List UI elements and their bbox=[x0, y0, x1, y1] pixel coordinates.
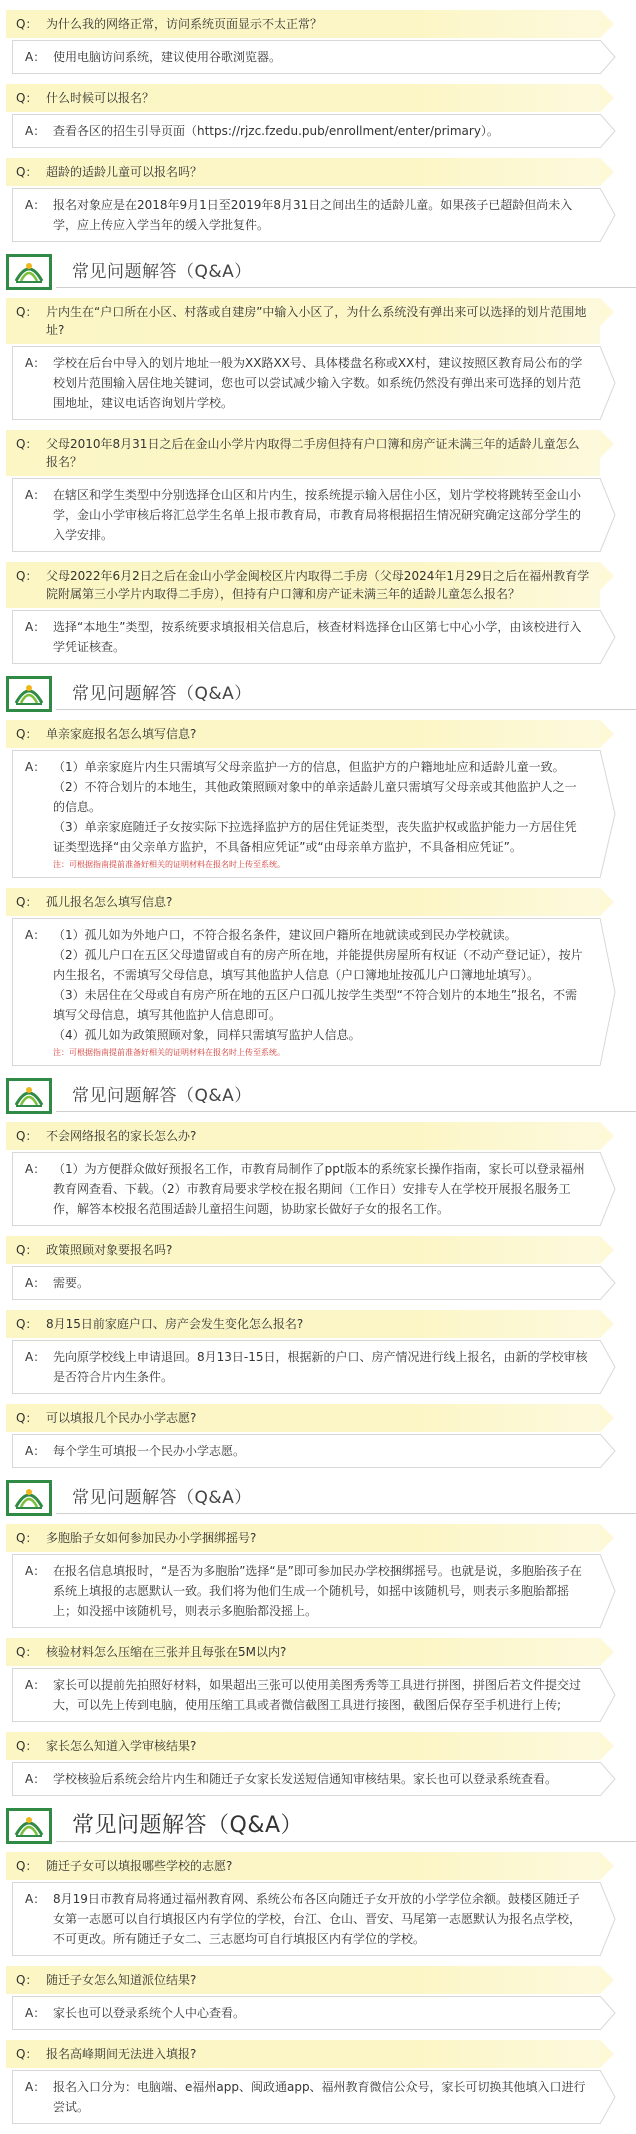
answer-tag: A： bbox=[25, 124, 46, 138]
question-text: 报名高峰期间无法进入填报? bbox=[46, 2047, 197, 2061]
question-banner bbox=[6, 1310, 600, 1338]
answer-tag: A： bbox=[25, 1678, 46, 1692]
question-text: 政策照顾对象要报名吗? bbox=[46, 1243, 173, 1257]
answer-text: 查看各区的招生引导页面（https://rjzc.fzedu.pub/enrollment/enter/primary）。 bbox=[53, 124, 499, 138]
answer-box bbox=[12, 114, 600, 148]
answer-text: 家长可以提前先拍照好材料，如果超出三张可以使用美图秀秀等工具进行拼图，拼图后若文件提交过大，可以先上传到电脑，使用压缩工具或者微信截图工具进行接图，截图后保存至手机进行上传; bbox=[53, 1678, 582, 1712]
answer-text: （4）孤儿如为政策照顾对象，同样只需填写监护人信息。 bbox=[53, 1028, 361, 1042]
question-text: 8月15日前家庭户口、房产会发生变化怎么报名? bbox=[46, 1317, 304, 1331]
faq-section bbox=[0, 1806, 636, 2124]
faq-section bbox=[0, 1076, 636, 1468]
question-tag: Q： bbox=[16, 91, 38, 105]
answer-arrow bbox=[600, 1882, 616, 1956]
answer-text: （3）单亲家庭随迁子女按实际下拉选择监护方的居住凭证类型，丧失监护权或监护能力一方居住凭证类型选择“由父亲单方监护，不具备相应凭证”或“由母亲单方监护，不具备相应凭证”。 bbox=[53, 820, 577, 854]
answer-text: （3）未居住在父母或自有房产所在地的五区户口孤儿按学生类型“不符合划片的本地生”报名，不需填写父母信息，填写其他监护人信息即可。 bbox=[53, 988, 578, 1022]
answer-box bbox=[12, 1152, 600, 1226]
faq-section bbox=[0, 674, 636, 1066]
question-banner bbox=[6, 1638, 600, 1666]
school-logo-icon bbox=[6, 254, 52, 290]
question-tag: Q： bbox=[16, 437, 38, 451]
answer-arrow bbox=[600, 1554, 616, 1628]
answer-arrow bbox=[600, 114, 616, 148]
answer-box bbox=[12, 918, 600, 1066]
divider bbox=[56, 287, 636, 288]
question-banner bbox=[6, 430, 600, 476]
answer-tag: A： bbox=[25, 928, 46, 942]
answer-text: 先向原学校线上申请退回。8月13日-15日，根据新的户口、房产情况进行线上报名，由新的学校审核是否符合片内生条件。 bbox=[53, 1350, 588, 1384]
answer-note: 注：可根据指南提前准备好相关的证明材料在报名时上传至系统。 bbox=[53, 1048, 285, 1057]
question-banner bbox=[6, 1852, 600, 1880]
answer-tag: A： bbox=[25, 1350, 46, 1364]
answer-text: （1）为方便群众做好预报名工作，市教育局制作了ppt版本的系统家长操作指南，家长可以登录福州教育网查看、下载。（2）市教育局要求学校在报名期间（工作日）安排专人在学校开展报名服务工作，解答本校报名范围适龄儿童招生问题，协助家长做好子女的报名工作。 bbox=[53, 1162, 585, 1216]
question-tag: Q： bbox=[16, 1243, 38, 1257]
answer-tag: A： bbox=[25, 760, 46, 774]
question-tag: Q： bbox=[16, 165, 38, 179]
school-logo-icon bbox=[6, 676, 52, 712]
answer-arrow bbox=[600, 1996, 616, 2030]
question-text: 随迁子女可以填报哪些学校的志愿? bbox=[46, 1859, 233, 1873]
section-header bbox=[0, 1806, 636, 1846]
question-text: 超龄的适龄儿童可以报名吗？ bbox=[46, 165, 203, 179]
section-header bbox=[0, 674, 636, 714]
answer-tag: A： bbox=[25, 488, 46, 502]
answer-arrow bbox=[600, 1762, 616, 1796]
answer-arrow bbox=[600, 610, 616, 664]
question-text: 什么时候可以报名？ bbox=[46, 91, 155, 105]
question-banner bbox=[6, 2040, 600, 2068]
divider bbox=[56, 709, 636, 710]
faq-section bbox=[0, 252, 636, 664]
question-tag: Q： bbox=[16, 1859, 38, 1873]
question-tag: Q： bbox=[16, 1129, 38, 1143]
answer-box bbox=[12, 40, 600, 74]
school-logo-icon bbox=[6, 1078, 52, 1114]
section-title: 常见问题解答（Q&A） bbox=[72, 1813, 304, 1838]
answer-tag: A： bbox=[25, 356, 46, 370]
answer-arrow bbox=[600, 918, 616, 1066]
school-logo-icon bbox=[6, 1480, 52, 1516]
answer-text: （2）孤儿户口在五区父母遗留或自有的房产所在地，并能提供房屋所有权证（不动产登记证），按片内生报名，不需填写父母信息，填写其他监护人信息（户口簿地址按孤儿户口簿地址填写）。 bbox=[53, 948, 583, 982]
divider bbox=[56, 1841, 636, 1842]
question-tag: Q： bbox=[16, 305, 38, 319]
question-tag: Q： bbox=[16, 727, 38, 741]
answer-arrow bbox=[600, 1434, 616, 1468]
answer-tag: A： bbox=[25, 198, 46, 212]
question-tag: Q： bbox=[16, 1411, 38, 1425]
answer-arrow bbox=[600, 188, 616, 242]
divider bbox=[56, 1111, 636, 1112]
question-banner bbox=[6, 1966, 600, 1994]
answer-text: 在辖区和学生类型中分别选择仓山区和片内生，按系统提示输入居住小区，划片学校将跳转至金山小学，金山小学审核后将汇总学生名单上报市教育局，市教育局将根据招生情况研究确定这部分学生的入学安排。 bbox=[53, 488, 582, 542]
answer-arrow bbox=[600, 1266, 616, 1300]
answer-text: 需要。 bbox=[53, 1276, 90, 1290]
answer-box bbox=[12, 1882, 600, 1956]
question-text: 父母2010年8月31日之后在金山小学片内取得二手房但持有户口簿和房产证未满三年的适龄儿童怎么报名？ bbox=[46, 437, 580, 469]
section-header bbox=[0, 1478, 636, 1518]
answer-text: 学校在后台中导入的划片地址一般为XX路XX号、具体楼盘名称或XX村，建议按照区教育局公布的学校划片范围输入居住地关键词，您也可以尝试减少输入字数。如系统仍然没有弹出来可选择的划片范围地址，建议电话咨询划片学校。 bbox=[53, 356, 583, 410]
question-tag: Q： bbox=[16, 895, 38, 909]
answer-box bbox=[12, 1668, 600, 1722]
answer-tag: A： bbox=[25, 1772, 46, 1786]
question-banner bbox=[6, 298, 600, 344]
answer-box bbox=[12, 1996, 600, 2030]
answer-text: 家长也可以登录系统个人中心查看。 bbox=[53, 2006, 246, 2020]
question-banner bbox=[6, 888, 600, 916]
answer-box bbox=[12, 346, 600, 420]
question-banner bbox=[6, 1732, 600, 1760]
answer-box bbox=[12, 1266, 600, 1300]
answer-box bbox=[12, 750, 600, 878]
answer-arrow bbox=[600, 40, 616, 74]
question-tag: Q： bbox=[16, 17, 38, 31]
question-banner bbox=[6, 1122, 600, 1150]
question-text: 可以填报几个民办小学志愿? bbox=[46, 1411, 197, 1425]
answer-arrow bbox=[600, 1668, 616, 1722]
question-tag: Q： bbox=[16, 1973, 38, 1987]
question-text: 片内生在“户口所在小区、村落或自建房”中输入小区了，为什么系统没有弹出来可以选择的划片范围地址? bbox=[46, 305, 587, 337]
answer-box bbox=[12, 2070, 600, 2124]
question-banner bbox=[6, 158, 600, 186]
answer-text: 在报名信息填报时，“是否为多胞胎”选择“是”即可参加民办学校捆绑摇号。也就是说，多胞胎孩子在系统上填报的志愿默认一致。我们将为他们生成一个随机号，如摇中该随机号，则表示多胞胎都摇上；如没摇中该随机号，则表示多胞胎都没摇上。 bbox=[53, 1564, 582, 1618]
answer-box bbox=[12, 188, 600, 242]
answer-text: 每个学生可填报一个民办小学志愿。 bbox=[53, 1444, 246, 1458]
answer-text: 报名对象应是在2018年9月1日至2019年8月31日之间出生的适龄儿童。如果孩子已超龄但尚未入学，应上传应入学当年的缓入学批复件。 bbox=[53, 198, 573, 232]
question-text: 核验材料怎么压缩在三张并且每张在5M以内? bbox=[46, 1645, 287, 1659]
answer-tag: A： bbox=[25, 1276, 46, 1290]
answer-tag: A： bbox=[25, 1162, 46, 1176]
answer-tag: A： bbox=[25, 1892, 46, 1906]
question-banner bbox=[6, 1236, 600, 1264]
section-title: 常见问题解答（Q&A） bbox=[72, 262, 252, 282]
answer-text: 使用电脑访问系统，建议使用谷歌浏览器。 bbox=[53, 50, 282, 64]
question-banner bbox=[6, 10, 600, 38]
question-text: 孤儿报名怎么填写信息? bbox=[46, 895, 173, 909]
answer-note: 注：可根据指南提前准备好相关的证明材料在报名时上传至系统。 bbox=[53, 860, 285, 869]
answer-text: 学校核验后系统会给片内生和随迁子女家长发送短信通知审核结果。家长也可以登录系统查看。 bbox=[53, 1772, 558, 1786]
question-banner bbox=[6, 1404, 600, 1432]
faq-section bbox=[0, 1478, 636, 1796]
question-tag: Q： bbox=[16, 1739, 38, 1753]
question-banner bbox=[6, 720, 600, 748]
answer-tag: A： bbox=[25, 620, 46, 634]
question-text: 父母2022年6月2日之后在金山小学金闽校区片内取得二手房（父母2024年1月29日之后在福州教育学院附属第三小学片内取得二手房），但持有户口簿和房产证未满三年的适龄儿童怎么报名？ bbox=[46, 569, 590, 601]
answer-box bbox=[12, 478, 600, 552]
answer-box bbox=[12, 1762, 600, 1796]
question-tag: Q： bbox=[16, 2047, 38, 2061]
answer-text: （1）单亲家庭片内生只需填写父母亲监护一方的信息，但监护方的户籍地址应和适龄儿童一致。 bbox=[53, 760, 565, 774]
section-header bbox=[0, 1076, 636, 1116]
answer-box bbox=[12, 610, 600, 664]
question-tag: Q： bbox=[16, 1531, 38, 1545]
question-banner bbox=[6, 562, 600, 608]
answer-text: （2）不符合划片的本地生，其他政策照顾对象中的单亲适龄儿童只需填写父母亲或其他监护人之一的信息。 bbox=[53, 780, 577, 814]
question-tag: Q： bbox=[16, 569, 38, 583]
section-title: 常见问题解答（Q&A） bbox=[72, 1488, 252, 1508]
answer-box bbox=[12, 1554, 600, 1628]
answer-text: 选择“本地生”类型，按系统要求填报相关信息后，核查材料选择仓山区第七中心小学，由该校进行入学凭证核查。 bbox=[53, 620, 582, 654]
answer-text: 8月19日市教育局将通过福州教育网、系统公布各区向随迁子女开放的小学学位余额。鼓楼区随迁子女第一志愿可以自行填报区内有学位的学校，台江、仓山、晋安、马尾第一志愿默认为报名点学校，不可更改。所有随迁子女二、三志愿均可自行填报区内有学位的学校。 bbox=[53, 1892, 582, 1946]
question-tag: Q： bbox=[16, 1317, 38, 1331]
answer-arrow bbox=[600, 1340, 616, 1394]
answer-arrow bbox=[600, 2070, 616, 2124]
answer-tag: A： bbox=[25, 2080, 46, 2094]
question-tag: Q： bbox=[16, 1645, 38, 1659]
answer-tag: A： bbox=[25, 1444, 46, 1458]
answer-arrow bbox=[600, 478, 616, 552]
answer-arrow bbox=[600, 750, 616, 878]
divider bbox=[56, 1513, 636, 1514]
question-text: 单亲家庭报名怎么填写信息? bbox=[46, 727, 197, 741]
answer-arrow bbox=[600, 346, 616, 420]
question-banner bbox=[6, 1524, 600, 1552]
question-text: 不会网络报名的家长怎么办? bbox=[46, 1129, 197, 1143]
answer-tag: A： bbox=[25, 1564, 46, 1578]
answer-tag: A： bbox=[25, 50, 46, 64]
question-text: 家长怎么知道入学审核结果? bbox=[46, 1739, 197, 1753]
answer-box bbox=[12, 1340, 600, 1394]
section-title: 常见问题解答（Q&A） bbox=[72, 1086, 252, 1106]
answer-text: （1）孤儿如为外地户口，不符合报名条件，建议回户籍所在地就读或到民办学校就读。 bbox=[53, 928, 517, 942]
question-text: 为什么我的网络正常，访问系统页面显示不太正常？ bbox=[46, 17, 323, 31]
answer-tag: A： bbox=[25, 2006, 46, 2020]
faq-section bbox=[0, 0, 636, 242]
answer-text: 报名入口分为：电脑端、e福州app、闽政通app、福州教育微信公众号，家长可切换其他填入口进行尝试。 bbox=[53, 2080, 586, 2114]
question-text: 随迁子女怎么知道派位结果? bbox=[46, 1973, 197, 1987]
section-title: 常见问题解答（Q&A） bbox=[72, 684, 252, 704]
answer-arrow bbox=[600, 1152, 616, 1226]
answer-box bbox=[12, 1434, 600, 1468]
question-text: 多胞胎子女如何参加民办小学捆绑摇号? bbox=[46, 1531, 257, 1545]
school-logo-icon bbox=[6, 1808, 52, 1844]
question-banner bbox=[6, 84, 600, 112]
section-header bbox=[0, 252, 636, 292]
